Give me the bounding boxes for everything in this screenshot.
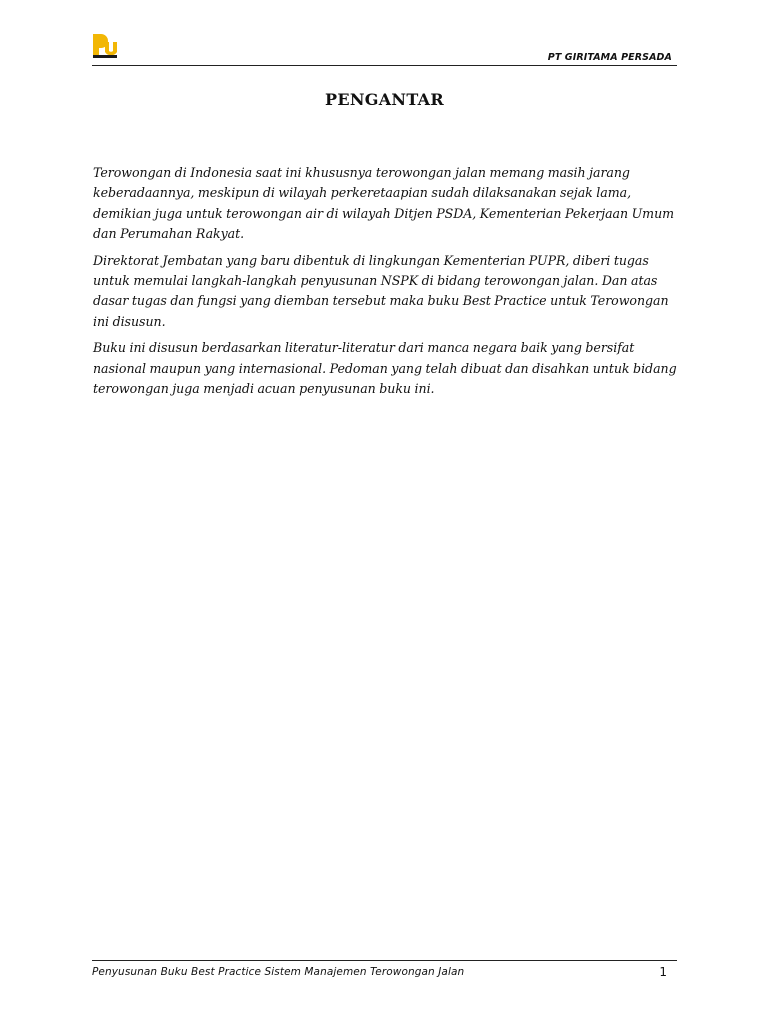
page-number: 1 [659,965,667,979]
header-company-name: PT GIRITAMA PERSADA [547,52,672,63]
paragraph-3: Buku ini disusun berdasarkan literatur-literatur dari manca negara baik yang bersifat nasional maupun yang internasional. Pedoman yang telah dibuat dan disahkan untuk bidang terowongan juga menjadi acuan penyusunan buku ini. [93,340,677,397]
paragraph-2: Direktorat Jembatan yang baru dibentuk di lingkungan Kementerian PUPR, diberi tugas untuk memulai langkah-langkah penyusunan NSPK di bidang terowongan jalan. Dan atas dasar tugas dan fungsi yang diemban tersebut maka buku Best Practice untuk Terowongan ini disusun. [93,252,669,329]
pupr-logo-icon [92,33,118,59]
body-text [93,163,683,405]
paragraph-1: Terowongan di Indonesia saat ini khususnya terowongan jalan memang masih jarang keberadaannya, meskipun di wilayah perkeretaapian sudah dilaksanakan sejak lama, demikian juga untuk terowongan air di wilayah Ditjen PSDA, Kementerian Pekerjaan Umum dan Perumahan Rakyat. [93,165,675,242]
page-title: PENGANTAR [325,90,444,109]
footer-divider [92,960,677,961]
header-divider [92,65,677,66]
footer-document-title: Penyusunan Buku Best Practice Sistem Manajemen Terowongan Jalan [92,966,465,978]
